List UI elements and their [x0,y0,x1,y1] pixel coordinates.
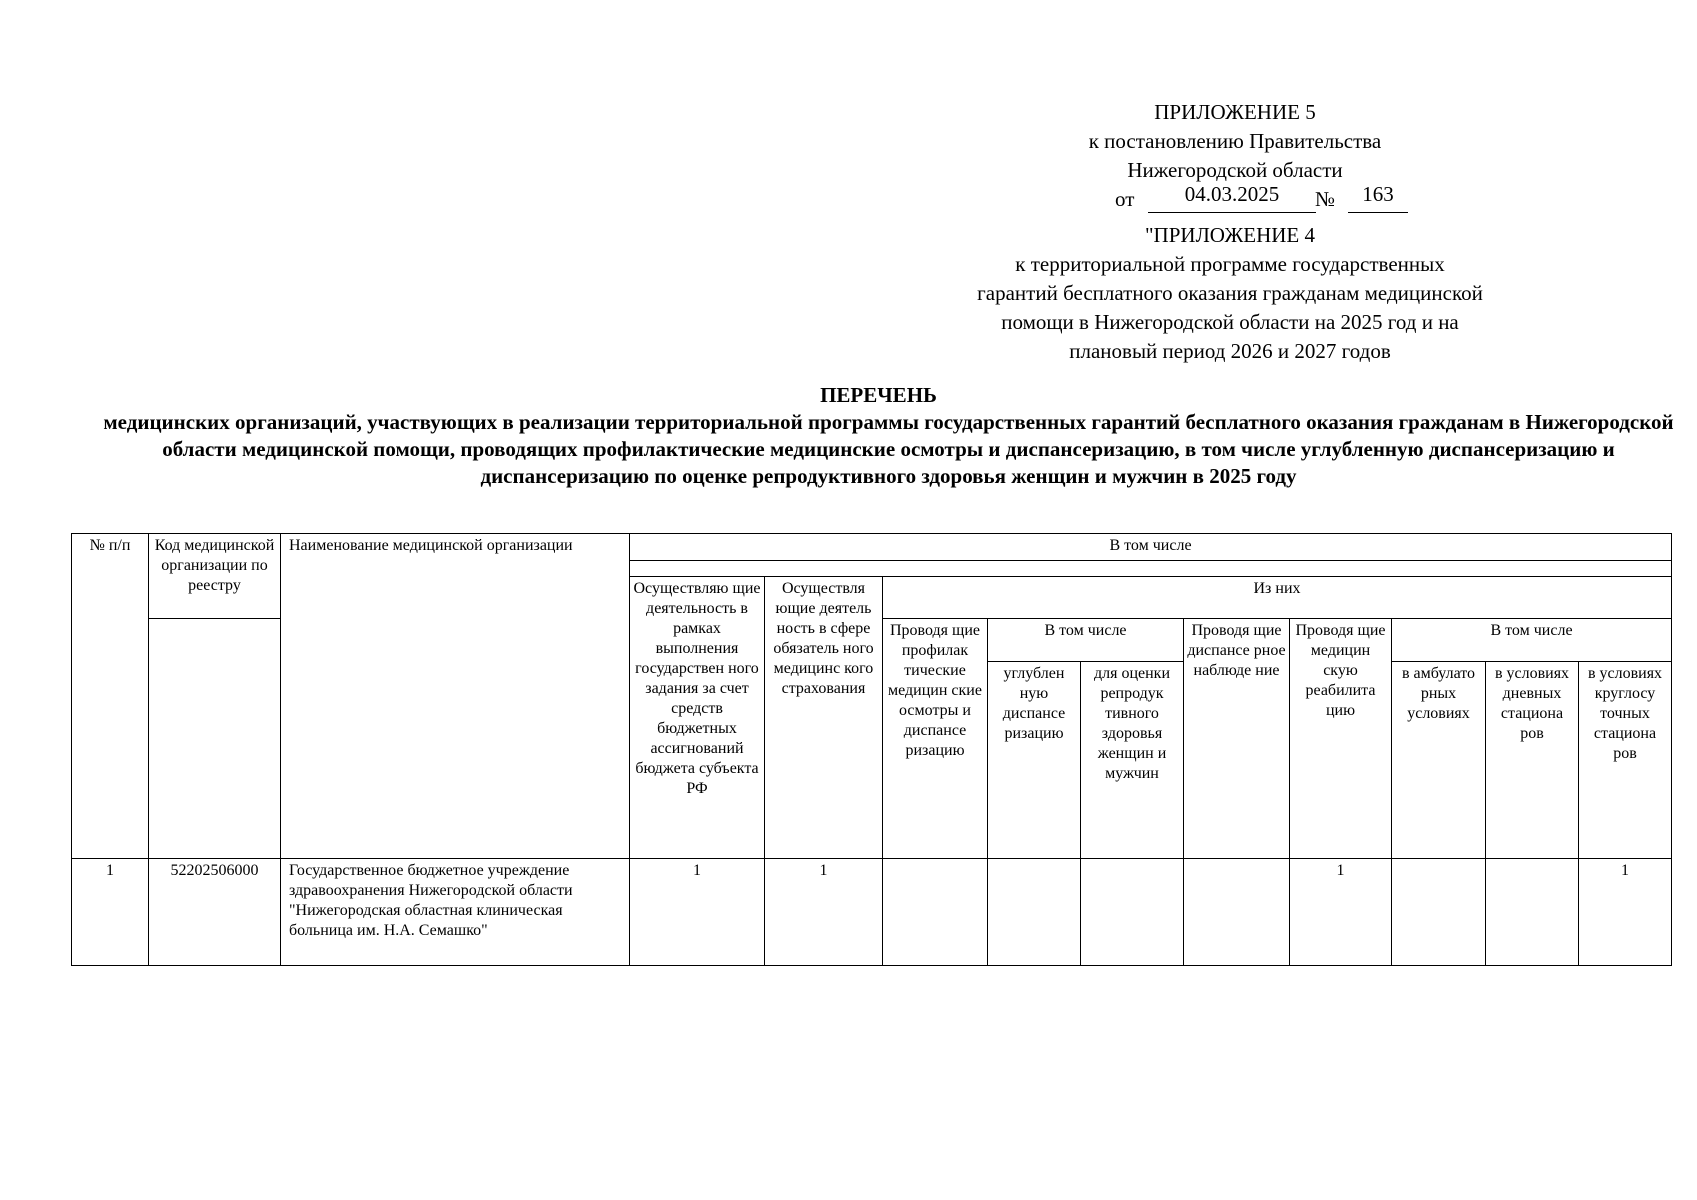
header-num: № п/п [72,534,149,561]
cell-disp [1184,859,1290,966]
cell-round: 1 [1579,859,1672,966]
number-sign: № [1315,187,1336,211]
document-subtitle: медицинских организаций, участвующих в реализации территориальной программы государственных гарантий бесплатного оказания гражданам в Нижегородской области медицинской помощи, проводящих профилактические медицинские осмотры и диспансеризацию, в том числе углубленную диспансеризацию и диспансеризацию по оценке репродуктивного здоровья женщин и мужчин в 2025 году [103,410,1674,488]
header-of-them: Из них [883,577,1672,619]
cell-code: 52202506000 [149,859,281,966]
cell-day [1486,859,1579,966]
attachment-4-line3: помощи в Нижегородской области на 2025 год и на [1001,310,1459,334]
table-row [72,859,1672,966]
attachment-5-block [1000,98,1470,214]
decree-date-line [1000,182,1470,214]
cell-prof [883,859,988,966]
header-name: Наименование медицинской организации [281,534,630,859]
attachment-4-line4: плановый период 2026 и 2027 годов [1069,339,1391,363]
attachment-5-line1: к постановлению Правительства [1088,129,1382,153]
cell-repro [1081,859,1184,966]
decree-number: 163 [1348,181,1408,213]
header-code-spacer [149,619,281,859]
header-code: Код медицинской организации по реестру [149,534,281,619]
header-day: в условиях дневных стациона ров [1486,662,1579,859]
attachment-5-title: ПРИЛОЖЕНИЕ 5 [1154,100,1316,124]
header-rehab: Проводя щие медицин скую реабилита цию [1290,619,1392,859]
cell-num: 1 [72,859,149,966]
attachment-4-line1: к территориальной программе государственных [1015,252,1445,276]
attachment-5-line2: Нижегородской области [1127,158,1343,182]
document-heading: ПЕРЕЧЕНЬ [820,383,937,407]
cell-name: Государственное бюджетное учреждение здравоохранения Нижегородской области "Нижегородская областная клиническая больница им. Н.А. Семашко" [281,859,630,966]
cell-amb [1392,859,1486,966]
attachment-4-block [905,221,1555,366]
header-including-2: В том числе [988,619,1184,662]
document-title-block [60,382,1697,490]
header-oms: Осуществля ющие деятель ность в сфере обязатель ного медицинс кого страхования [765,577,883,859]
header-prof: Проводя щие профилак тические медицин ские осмотры и диспансе ризацию [883,619,988,859]
cell-state-task: 1 [630,859,765,966]
attachment-4-line2: гарантий бесплатного оказания гражданам медицинской [977,281,1483,305]
header-amb: в амбулато рных условиях [1392,662,1486,859]
header-including-3: В том числе [1392,619,1672,662]
cell-oms: 1 [765,859,883,966]
organizations-table [71,533,1672,966]
decree-date: 04.03.2025 [1148,181,1316,213]
cell-rehab: 1 [1290,859,1392,966]
from-label: от [1115,187,1135,211]
attachment-4-title: "ПРИЛОЖЕНИЕ 4 [1144,223,1316,247]
header-round: в условиях круглосу точных стациона ров [1579,662,1672,859]
cell-deep [988,859,1081,966]
header-including: В том числе [630,534,1672,561]
header-num-spacer [72,561,149,859]
header-spacer [630,561,1672,577]
header-state-task: Осуществляю щие деятельность в рамках выполнения государствен ного задания за счет средств бюджетных ассигнований бюджета субъекта РФ [630,577,765,859]
header-repro: для оценки репродук тивного здоровья женщин и мужчин [1081,662,1184,859]
header-disp: Проводя щие диспансе рное наблюде ние [1184,619,1290,859]
header-deep: углублен ную диспансе ризацию [988,662,1081,859]
